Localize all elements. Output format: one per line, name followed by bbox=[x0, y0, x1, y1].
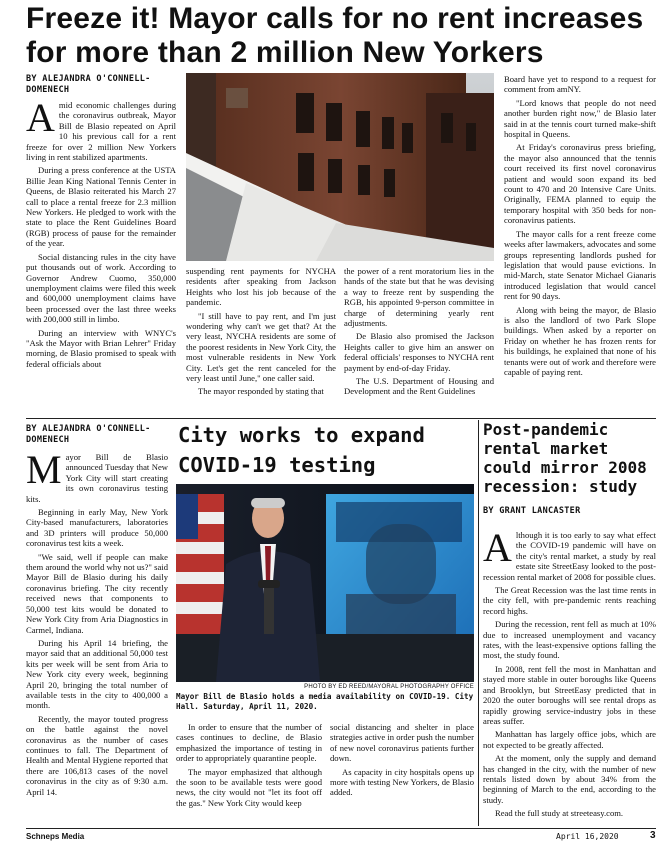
paragraph: The mayor emphasized that although the soon to be available tests were good news, the city would not "let its foot off the gas." New York City would keep bbox=[176, 766, 322, 808]
drop-cap: M bbox=[26, 452, 62, 492]
section-divider bbox=[26, 418, 656, 419]
paragraph: suspending rent payments for NYCHA residents after speaking from Jackson Heights who lost his job because of the pandemic. bbox=[186, 266, 336, 308]
story2-column-3 bbox=[330, 722, 474, 826]
paragraph: Along with being the mayor, de Blasio is also the landlord of two Park Slope buildings. When asked by a reporter on Friday on whether he has frozen rents for his buildings, he explained that none of his tenants were out of work and therefore were capable of paying rent. bbox=[504, 304, 656, 377]
byline-story1: BY ALEJANDRA O'CONNELL-DOMENECH bbox=[26, 74, 151, 95]
headline-rent-freeze: Freeze it! Mayor calls for no rent increases for more than 2 million New Yorkers bbox=[26, 2, 644, 69]
story1-column-1 bbox=[26, 100, 176, 412]
page-number: 3 bbox=[650, 830, 656, 841]
byline-story3: BY GRANT LANCASTER bbox=[483, 506, 581, 516]
story1-column-3 bbox=[344, 266, 494, 416]
paragraph: During his April 14 briefing, the mayor said that an additional 50,000 test kits per week will be sent from Aria to New York city every week, beginning April 20, bringing the total number of available tests in the city to 400,000 a month. bbox=[26, 637, 168, 711]
paragraph: The Great Recession was the last time rents in the city fell, with pre-pandemic rents reaching record highs. bbox=[483, 585, 656, 616]
paragraph: During an interview with WNYC's "Ask the Mayor with Brian Lehrer" Friday morning, de Blasio promised to speak with federal officials about bbox=[26, 327, 176, 369]
brownstone-snow-photo bbox=[186, 73, 494, 261]
issue-date: April 16,2020 bbox=[556, 832, 619, 841]
paragraph: At the moment, only the supply and demand has changed in the city, with the number of new rentals listed down by about 34% from the beginning of March to the end, according to the study. bbox=[483, 753, 656, 805]
paragraph: Read the full study at streeteasy.com. bbox=[495, 808, 624, 819]
story1-column-4 bbox=[504, 74, 656, 416]
paragraph: In 2008, rent fell the most in Manhattan and stayed more stable in outer boroughs like Queens and Brooklyn, but StreetEasy predicted that in 2020 the outer boroughs will see rental drops as rapidly growing service-industry jobs in these areas suffer. bbox=[483, 663, 656, 726]
paragraph: Board have yet to respond to a request for comment from amNY. bbox=[504, 74, 656, 95]
story1-column-2 bbox=[186, 266, 336, 416]
paragraph: The mayor responded by stating that bbox=[198, 386, 324, 397]
paragraph: As capacity in city hospitals opens up more with testing New Yorkers, de Blasio added. bbox=[330, 766, 474, 798]
paragraph: the power of a rent moratorium lies in the hands of the state but that he was devising a way to freeze rent by suspending the RGB, his appointed 9-person committee in charge of determining yearly rent adjustments. bbox=[344, 266, 494, 329]
paragraph: Beginning in early May, New York City-based manufacturers, laboratories and 3D printers will produce 50,000 coronavirus test kits a week. bbox=[26, 507, 168, 549]
paragraph: The mayor calls for a rent freeze come weeks after lawmakers, advocates and some groups representing landlords pushed for legislation that would pause evictions. In mid-March, state Senator Michael Gianaris introduced legislation that would cancel rent for 90 days. bbox=[504, 228, 656, 302]
paragraph: Social distancing rules in the city have put thousands out of work. According to Governor Andrew Cuomo, 350,000 unemployment claims were filed this week and 600,000 unemployment claims have been processed over the last three weeks with 200,000 still in limbo. bbox=[26, 251, 176, 325]
paragraph: Manhattan has largely office jobs, which are not expected to be greatly affected. bbox=[483, 729, 656, 750]
story2-column-1 bbox=[26, 452, 168, 824]
footer-rule bbox=[26, 828, 656, 829]
paragraph: During the recession, rent fell as much at 10% due to increased unemployment and vacancy rates, with the least-expensive options falling the most, the study found. bbox=[483, 619, 656, 661]
headline-rental-market: Post-pandemic rental market could mirror 2008 recession: study bbox=[483, 420, 647, 496]
story3-column-1 bbox=[483, 530, 656, 826]
paragraph: mid economic challenges during the coronavirus outbreak, Mayor Bill de Blasio repeated on April 10 his previous call for a rent freeze for over 2 million New Yorkers living in rent stabilized apartments. bbox=[26, 100, 176, 163]
paragraph: lthough it is too early to say what effect the COVID-19 pandemic will have on the city's rental market, a study by real estate site StreetEasy looked to the post-recession rental market of 2008 for possible clues. bbox=[483, 530, 656, 582]
column-divider bbox=[478, 420, 479, 826]
paragraph: At Friday's coronavirus press briefing, the mayor also announced that the tennis court received its first novel coronavirus patient and would soon expand its bed count to 470 and 20 Intensive Care Units. Originally, FEMA planned to equip the temporary hospital with 350 beds for non-coronavirus patients. bbox=[504, 142, 656, 226]
paragraph: During a press conference at the USTA Billie Jean King National Tennis Center in Queens, de Blasio reiterated his March 27 call to place a rental freeze for 2.3 million New Yorkers. He pledged to work with the state to place the Rent Guidelines Board (RGB) process of pause for the remainder of the year. bbox=[26, 165, 176, 249]
drop-cap: A bbox=[26, 100, 55, 140]
paragraph: "I still have to pay rent, and I'm just wondering why can't we get that? At the very least, NYCHA residents are some of the poorest residents in New York City, the most vulnerable residents in New York City. Let's get the rent canceled for the very least until June," one caller said. bbox=[186, 310, 336, 384]
photo-credit: PHOTO BY ED REED/MAYORAL PHOTOGRAPHY OFFICE bbox=[304, 684, 474, 690]
headline-covid-testing: City works to expand COVID-19 testing bbox=[178, 423, 425, 477]
paragraph: Recently, the mayor touted progress on the battle against the novel coronavirus as the number of cases continues to fall. The Department of Health and Mental Hygiene reported that there are 106,813 cases of the novel coronavirus in the city as of 9:30 a.m. April 14. bbox=[26, 713, 168, 797]
paragraph: "We said, well if people can make them around the world why not us?" said Mayor Bill de Blasio during his daily coronavirus briefing. The city recently received news that components to 50,000 test kits would be donated to New York City from Aria Diagnostics in Carmel, Indiana. bbox=[26, 551, 168, 635]
byline-story2: BY ALEJANDRA O'CONNELL-DOMENECH bbox=[26, 424, 151, 445]
publisher-name: Schneps Media bbox=[26, 832, 85, 841]
photo-caption: Mayor Bill de Blasio holds a media availability on COVID-19. City Hall. Saturday, April 11, 2020. bbox=[176, 692, 474, 711]
paragraph: ayor Bill de Blasio announced Tuesday that New York City will start creating its own coronavirus testing kits. bbox=[26, 452, 168, 504]
drop-cap: A bbox=[483, 530, 512, 570]
paragraph: "Lord knows that people do not need another burden right now," de Blasio later said in at the tennis court turned make-shift hospital in Queens. bbox=[504, 97, 656, 140]
mayor-press-photo bbox=[176, 484, 474, 682]
paragraph: In order to ensure that the number of cases continues to decline, de Blasio emphasized the importance of testing in order to appropriately quarantine people. bbox=[176, 722, 322, 764]
paragraph: social distancing and shelter in place strategies active in order push the number of new novel coronavirus patients further down. bbox=[330, 722, 474, 764]
paragraph: De Blasio also promised the Jackson Heights caller to give him an answer on federal officials' responses to NYCHA rent payment by end-of-day Friday. bbox=[344, 331, 494, 373]
paragraph: The U.S. Department of Housing and Development and the Rent Guidelines bbox=[344, 376, 494, 397]
story2-column-2 bbox=[176, 722, 322, 826]
